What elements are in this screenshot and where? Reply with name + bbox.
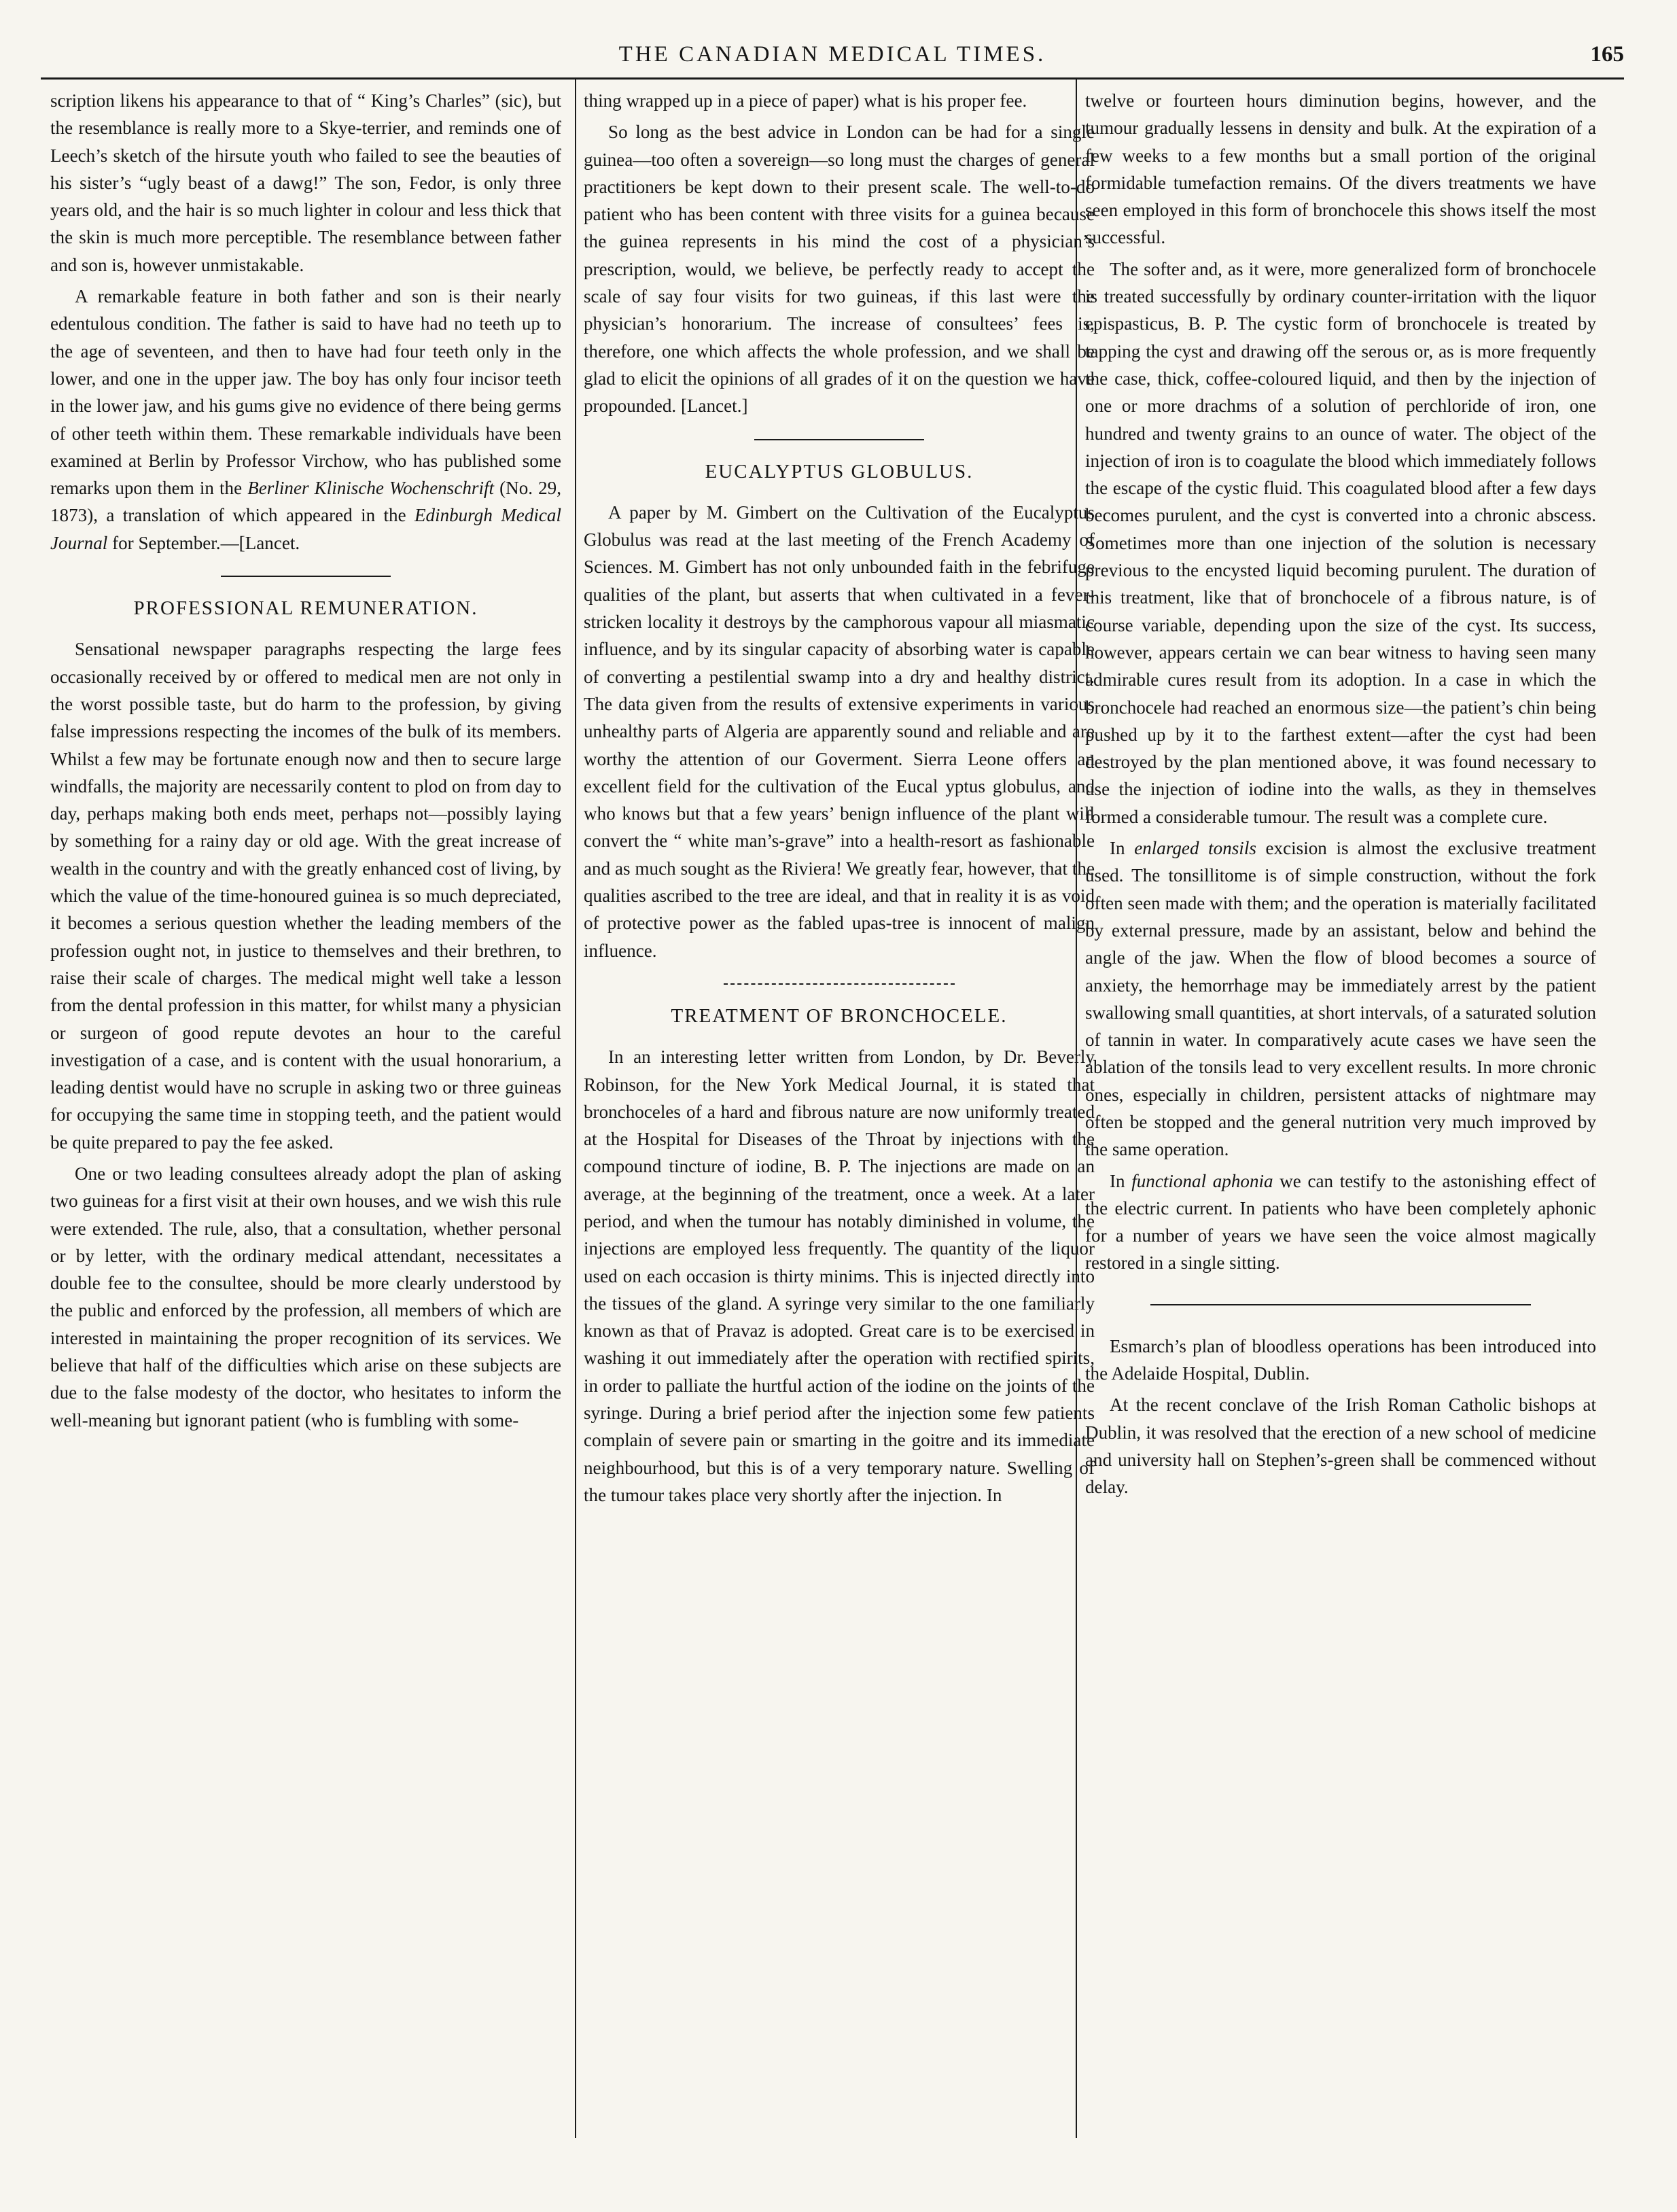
- section-heading: EUCALYPTUS GLOBULUS.: [705, 460, 974, 482]
- journal-name: Edinburgh Medical Journal: [50, 505, 561, 553]
- italic-term: functional aphonia: [1131, 1170, 1273, 1191]
- text-run: In: [1110, 1170, 1125, 1191]
- section-rule: [754, 439, 924, 440]
- page-header: [41, 42, 1624, 76]
- section-rule: [221, 576, 391, 577]
- article-paragraph: thing wrapped up in a piece of paper) what is his proper fee.: [584, 90, 1027, 111]
- journal-name: Berliner Klinische Wochenschrift: [247, 478, 495, 499]
- header-rule: [41, 77, 1624, 80]
- text-run: for September.—[Lancet.: [112, 532, 300, 553]
- article-paragraph: In an interesting letter written from London, by Dr. Beverly Robinson, for the New York Medical Journal, it is stated that bronchoceles of a hard and fibrous nature are now uniformly treated at the Hospital for Diseases of the Throat by injections with the compound tincture of iodine, B. P. The injections are made on an average, at the beginning of the treatment, once a week. At a later period, and when the tumour has notably diminished in volume, the injections are employed less frequently. The quantity of the liquor used on each occasion is thirty minims. This is injected directly into the tissues of the gland. A syringe very similar to the one familiarly known as that of Pravaz is adopted. Great care is to be exercised in washing it out immediately after the operation with rectified spirits, in order to palliate the hurtful action of the iodine on the joints of the syringe. During a brief period after the injection some few patients complain of severe pain or smarting in the goitre and its immediate neighbourhood, but this is of a very temporary nature. Swelling of the tumour takes place very shortly after the injection. In: [584, 1047, 1095, 1505]
- text-run: A remarkable feature in both father and son is their nearly edentulous condition. The father is said to have had no teeth up to the age of seventeen, and then to have had four teeth only in the lower, and one in the upper jaw. The boy has only four incisor teeth in the lower jaw, and his gums give no evidence of there being germs of other teeth within them. These remarkable individuals have been examined at Berlin by Professor Virchow, who has published some remarks upon them in the: [50, 286, 561, 499]
- article-paragraph: scription likens his appearance to that of “ King’s Charles” (sic), but the resemblance is really more to a Skye-terrier, and reminds one of Leech’s sketch of the hirsute youth who failed to see the beauties of his sister’s “ugly beast of a dawg!” The son, Fedor, is only three years old, and the hair is so much lighter in colour and less thick that the skin is much more perceptible. The resemblance between father and son is, however unmistakable.: [50, 90, 561, 275]
- article-paragraph: The softer and, as it were, more generalized form of bronchocele is treated successfully by ordinary counter-irritation with the liquor epispasticus, B. P. The cystic form of bronchocele is treated by tapping the cyst and drawing off the serous or, as is more frequently the case, thick, coffee-coloured liquid, and then by the injection of one or more drachms of a solution of perchloride of iron, one hundred and twenty grains to an ounce of water. The object of the injection of iron is to coagulate the blood which immediately follows the escape of the cystic fluid. This coagulated blood after a few days becomes purulent, and the cyst is converted into a chronic abscess. Sometimes more than one injection of the solution is necessary previous to the encysted liquid becoming purulent. The duration of this treatment, like that of bronchocele of a fibrous nature, is of course variable, depending upon the size of the cyst. Its success, however, appears certain we can bear witness to having seen many admirable cures result from its adoption. In a case in which the bronchocele had reached an enormous size—the patient’s chin being pushed up by it to the farthest extent—after the cyst had been destroyed by the plan mentioned above, it was found necessary to use the injection of iodine into the walls, as they in themselves formed a considerable tumour. The result was a complete cure.: [1085, 258, 1596, 827]
- column-divider-left: [575, 79, 576, 2138]
- article-paragraph: Esmarch’s plan of bloodless operations has been introduced into the Adelaide Hospital, Dublin.: [1085, 1335, 1596, 1384]
- article-paragraph: [1085, 1168, 1596, 1277]
- column-2: [584, 87, 1095, 2132]
- page-number: 165: [1590, 42, 1624, 67]
- article-paragraph: So long as the best advice in London can be had for a single guinea—too often a sovereign—so long must the charges of general practitioners be kept down to their present scale. The well-to-do patient who has been content with three visits for a guinea because the guinea represents in his mind the cost of a physician’s prescription, would, we believe, be perfectly ready to accept the scale of say four visits for two guineas, if this last were the physician’s honorarium. The increase of consultees’ fees is, therefore, one which affects the whole profession, and we shall be glad to elicit the opinions of all grades of it on the question we have propounded. [Lancet.]: [584, 122, 1095, 417]
- journal-title: THE CANADIAN MEDICAL TIMES.: [618, 42, 1046, 67]
- section-rule-dashed: [724, 983, 955, 985]
- section-heading: TREATMENT OF BRONCHOCELE.: [671, 1004, 1008, 1027]
- text-run: In: [1110, 838, 1125, 859]
- section-heading: PROFESSIONAL REMUNERATION.: [133, 597, 478, 620]
- article-paragraph: A paper by M. Gimbert on the Cultivation of the Eucalyptus Globulus was read at the last meeting of the French Academy of Sciences. M. Gimbert has not only unbounded faith in the febrifuge qualities of the plant, but asserts that when cultivated in a fever-stricken locality it destroys by the camphorous vapour all miasmatic influence, and by its singular capacity of absorbing water is capable of converting a pestilential swamp into a dry and healthy district. The data given from the results of extensive experiments in various unhealthy parts of Algeria are apparently sound and reliable and are worthy the attention of our Goverment. Sierra Leone offers an excellent field for the cultivation of the Eucal yptus globulus, and who knows but that a few years’ benign influence of the plant will convert the “ white man’s-grave” into a health-resort as fashionable and as much sought as the Riviera! We greatly fear, however, that the qualities ascribed to the tree are ideal, and that in reality it is as void of protective power as the fabled upas-tree is innocent of malign influence.: [584, 502, 1095, 961]
- article-paragraph: At the recent conclave of the Irish Roman Catholic bishops at Dublin, it was resolved that the erection of a new school of medicine and university hall on Stephen’s-green shall be commenced without delay.: [1085, 1394, 1596, 1498]
- column-1: [50, 87, 561, 2132]
- article-paragraph: twelve or fourteen hours diminution begins, however, and the tumour gradually lessens in density and bulk. At the expiration of a few weeks to a few months but a small portion of the original formidable tumefaction remains. Of the divers treatments we have seen employed in this form of bronchocele this shows itself the most successful.: [1085, 90, 1596, 248]
- italic-term: enlarged tonsils: [1134, 838, 1256, 859]
- article-paragraph: Sensational newspaper paragraphs respecting the large fees occasionally received by or offered to medical men are not only in the worst possible taste, but do harm to the profession, by giving false impressions respecting the incomes of the bulk of its members. Whilst a few may be fortunate enough now and then to secure large windfalls, the majority are necessarily content to plod on from day to day, perhaps making both ends meet, perhaps not—possibly laying by something for a rainy day or old age. With the great increase of wealth in the country and with the greatly enhanced cost of living, by which the value of the time-honoured guinea is so much depreciated, it becomes a serious question whether the leading members of the profession ought not, in justice to themselves and their brethren, to raise their scale of charges. The medical might well take a lesson from the dental profession in this matter, for whilst many a physician or surgeon of good repute devotes an hour to the careful investigation of a case, and is content with the usual honorarium, a leading dentist would have no scruple in asking two or three guineas for occupying the same time in stopping teeth, and the patient would be quite prepared to pay the fee asked.: [50, 639, 561, 1153]
- article-paragraph: One or two leading consultees already adopt the plan of asking two guineas for a first visit at their own houses, and we wish this rule were extended. The rule, also, that a consultation, whether personal or by letter, with the ordinary medical attendant, necessitates a double fee to the consultee, should be more clearly understood by the public and enforced by the profession, all members of which are interested in maintaining the proper recognition of its services. We believe that half of the difficulties which arise on these subjects are due to the false modesty of the doctor, who hesitates to inform the well-meaning but ignorant patient (who is fumbling with some-: [50, 1163, 561, 1430]
- article-paragraph: [50, 283, 561, 557]
- section-rule: [1150, 1304, 1531, 1305]
- text-run: excision is almost the exclusive treatment used. The tonsillitome is of simple construction, without the fork often seen made with them; and the operation is materially facilitated by external pressure, made by an assistant, below and behind the angle of the jaw. When the flow of blood becomes a source of anxiety, the hemorrhage may be immediately arrest by the patient swallowing small quantities, at short intervals, of a saturated solution of tannin in water. In comparatively acute cases we have seen the ablation of the tonsils lead to very excellent results. In more chronic ones, especially in children, persistent attacks of nightmare may often be stopped and the general nutrition very much improved by the same operation.: [1085, 838, 1596, 1160]
- text-run: (No. 29, 1873), a translation of which appeared in the: [50, 478, 561, 526]
- text-run: we can testify to the astonishing effect of the electric current. In patients who have been completely aphonic for a number of years we have seen the voice almost magically restored in a single sitting.: [1085, 1170, 1596, 1274]
- article-paragraph: [1085, 835, 1596, 1163]
- column-3: [1085, 87, 1596, 2132]
